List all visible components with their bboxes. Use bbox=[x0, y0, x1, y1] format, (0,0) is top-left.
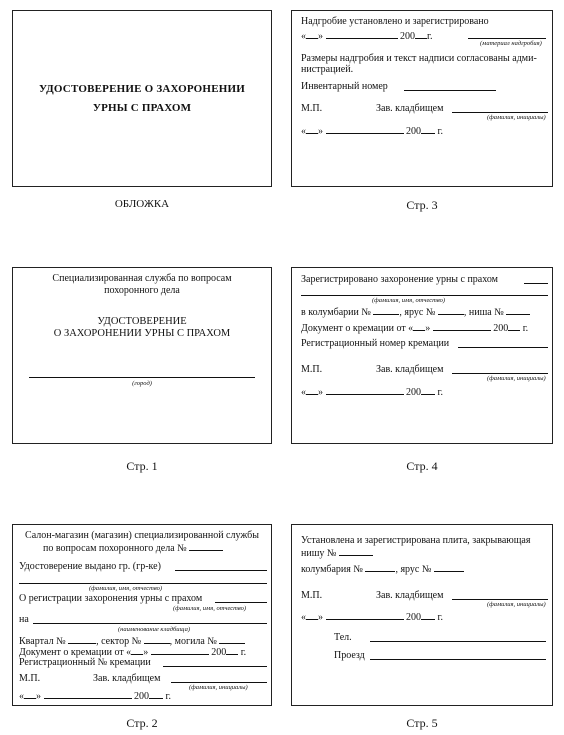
page2-kvartal-blank[interactable] bbox=[68, 635, 96, 644]
page2-regno-line[interactable] bbox=[163, 666, 267, 667]
page3-day-blank[interactable] bbox=[306, 30, 318, 39]
page5-tel-line[interactable] bbox=[370, 641, 546, 642]
page4-doc-row: Документ о кремации от « » 200 г. bbox=[301, 323, 529, 334]
cover-card bbox=[12, 10, 272, 187]
page3-year-blank[interactable] bbox=[415, 30, 427, 39]
page3-material-line[interactable] bbox=[468, 38, 546, 39]
page3-caption: Стр. 3 bbox=[406, 198, 438, 212]
page1-title-line1: УДОСТОВЕРЕНИЕ bbox=[97, 316, 187, 327]
page5-niche-row: нишу № bbox=[301, 547, 373, 559]
page4-hint-fio: (фамилия, имя, отчество) bbox=[372, 297, 446, 304]
page3-hint-sign: (фамилия, инициалы) bbox=[487, 114, 546, 121]
page2-issued-line-a[interactable] bbox=[175, 570, 267, 571]
page5-columbarium-blank[interactable] bbox=[365, 563, 395, 572]
page1-hint-city: (город) bbox=[132, 380, 152, 387]
cover-caption: ОБЛОЖКА bbox=[114, 198, 170, 210]
page5-sign-year-blank[interactable] bbox=[421, 611, 435, 620]
page2-doc-row: Документ о кремации от « » 200 г. bbox=[19, 647, 247, 658]
page2-reg-label: О регистрации захоронения урны с прахом bbox=[19, 593, 203, 604]
page3-mp: М.П. bbox=[301, 103, 323, 114]
page3-date-row: « » 200 г. bbox=[301, 31, 433, 42]
page3-sign-date: « » 200 г. bbox=[301, 126, 443, 137]
page4-columbarium-blank[interactable] bbox=[373, 306, 399, 315]
page2-card bbox=[12, 524, 272, 706]
page2-hint-cemetery: (наименование кладбища) bbox=[118, 626, 191, 633]
page3-sign-month-blank[interactable] bbox=[326, 125, 404, 134]
page1-caption: Стр. 1 bbox=[126, 459, 158, 473]
page4-line1: Зарегистрировано захоронение урны с прахом bbox=[301, 274, 498, 285]
cover-title-line2: УРНЫ С ПРАХОМ bbox=[92, 102, 192, 114]
page2-sign-date: « » 200 г. bbox=[19, 691, 171, 702]
page4-doc-day-blank[interactable] bbox=[413, 322, 425, 331]
page2-hint-sign: (фамилия, инициалы) bbox=[189, 684, 248, 691]
page2-head-label: Зав. кладбищем bbox=[93, 673, 161, 684]
page5-head-line[interactable] bbox=[452, 599, 548, 600]
page2-issued-line-b[interactable] bbox=[19, 583, 267, 584]
page4-caption: Стр. 4 bbox=[406, 459, 438, 473]
page2-line1: Салон-магазин (магазин) специализированной службы bbox=[25, 530, 259, 541]
page5-route-line[interactable] bbox=[370, 659, 546, 660]
page4-regno-label: Регистрационный номер кремации bbox=[301, 338, 450, 349]
page3-head-line[interactable] bbox=[452, 112, 548, 113]
page4-sign-day-blank[interactable] bbox=[306, 386, 318, 395]
page3-sizes2: нистрацией. bbox=[301, 64, 354, 75]
page5-line1: Установлена и зарегистрирована плита, закрывающая bbox=[301, 535, 531, 546]
page3-sign-day-blank[interactable] bbox=[306, 125, 318, 134]
cover-title-line1: УДОСТОВЕРЕНИЕ О ЗАХОРОНЕНИИ bbox=[38, 83, 245, 95]
page4-card bbox=[291, 267, 553, 444]
page2-regno-label: Регистрационный № кремации bbox=[19, 657, 151, 668]
page2-doc-day-blank[interactable] bbox=[131, 646, 143, 655]
page5-hint-sign: (фамилия, инициалы) bbox=[487, 601, 546, 608]
page5-tier-blank[interactable] bbox=[434, 563, 464, 572]
page5-sign-month-blank[interactable] bbox=[326, 611, 404, 620]
page4-tier-blank[interactable] bbox=[438, 306, 464, 315]
page2-head-line[interactable] bbox=[171, 682, 267, 683]
page2-on-label: на bbox=[19, 614, 29, 625]
page4-doc-year-blank[interactable] bbox=[508, 322, 520, 331]
page1-card bbox=[12, 267, 272, 444]
page4-niche-blank[interactable] bbox=[506, 306, 530, 315]
page5-route-label: Проезд bbox=[334, 650, 365, 661]
page2-sign-year-blank[interactable] bbox=[149, 690, 163, 699]
page2-caption: Стр. 2 bbox=[126, 716, 158, 730]
page4-fio-line-b[interactable] bbox=[301, 295, 548, 296]
page5-card bbox=[291, 524, 553, 706]
page2-hint-fio1: (фамилия, имя, отчество) bbox=[89, 585, 163, 592]
page2-sign-month-blank[interactable] bbox=[44, 690, 132, 699]
page5-mp: М.П. bbox=[301, 590, 323, 601]
page2-doc-month-blank[interactable] bbox=[151, 646, 209, 655]
page2-grave-blank[interactable] bbox=[219, 635, 245, 644]
page4-mp: М.П. bbox=[301, 364, 323, 375]
page5-columbarium-row: колумбария № , ярус № bbox=[301, 563, 464, 575]
page2-mp: М.П. bbox=[19, 673, 41, 684]
page4-hint-sign: (фамилия, инициалы) bbox=[487, 375, 546, 382]
page2-reg-line[interactable] bbox=[215, 602, 267, 603]
page1-org-line1: Специализированная служба по вопросам bbox=[52, 273, 232, 284]
page4-doc-month-blank[interactable] bbox=[433, 322, 491, 331]
page2-location-row: Квартал № , сектор № , могила № bbox=[19, 635, 245, 647]
page2-issued-label: Удостоверение выдано гр. (гр-ке) bbox=[19, 561, 161, 572]
page3-sign-year-blank[interactable] bbox=[421, 125, 435, 134]
page3-inventory-line[interactable] bbox=[404, 90, 496, 91]
page2-hint-fio2: (фамилия, имя, отчество) bbox=[173, 605, 247, 612]
page5-caption: Стр. 5 bbox=[406, 716, 438, 730]
page1-title-line2: О ЗАХОРОНЕНИИ УРНЫ С ПРАХОМ bbox=[53, 328, 231, 339]
page2-number-blank[interactable] bbox=[189, 542, 223, 551]
page2-line2: по вопросам похоронного дела № bbox=[43, 542, 223, 554]
page2-sign-day-blank[interactable] bbox=[24, 690, 36, 699]
page4-regno-line[interactable] bbox=[458, 347, 548, 348]
page3-line1: Надгробие установлено и зарегистрировано bbox=[301, 16, 489, 27]
page1-org-line2: похоронного дела bbox=[104, 285, 180, 296]
page4-columbarium-row: в колумбарии № , ярус № , ниша № bbox=[301, 306, 530, 318]
page4-sign-year-blank[interactable] bbox=[421, 386, 435, 395]
page3-card bbox=[291, 10, 553, 187]
page5-sign-date: « » 200 г. bbox=[301, 612, 443, 623]
page3-inventory-label: Инвентарный номер bbox=[301, 81, 388, 92]
page5-sign-day-blank[interactable] bbox=[306, 611, 318, 620]
page2-sector-blank[interactable] bbox=[144, 635, 170, 644]
page3-head-label: Зав. кладбищем bbox=[376, 103, 444, 114]
page4-sign-month-blank[interactable] bbox=[326, 386, 404, 395]
page3-sizes1: Размеры надгробия и текст надписи согласованы адми- bbox=[301, 53, 537, 64]
page3-month-blank[interactable] bbox=[326, 30, 398, 39]
page4-sign-date: « » 200 г. bbox=[301, 387, 443, 398]
page5-head-label: Зав. кладбищем bbox=[376, 590, 444, 601]
page2-doc-year-blank[interactable] bbox=[226, 646, 238, 655]
page1-city-line[interactable] bbox=[29, 377, 255, 378]
page4-fio-line-a[interactable] bbox=[524, 283, 548, 284]
page5-niche-blank[interactable] bbox=[339, 547, 373, 556]
page3-hint-material: (материал надгробия) bbox=[480, 40, 542, 47]
page5-tel-label: Тел. bbox=[334, 632, 352, 643]
page4-head-line[interactable] bbox=[452, 373, 548, 374]
page2-cemetery-line[interactable] bbox=[33, 623, 267, 624]
page4-head-label: Зав. кладбищем bbox=[376, 364, 444, 375]
